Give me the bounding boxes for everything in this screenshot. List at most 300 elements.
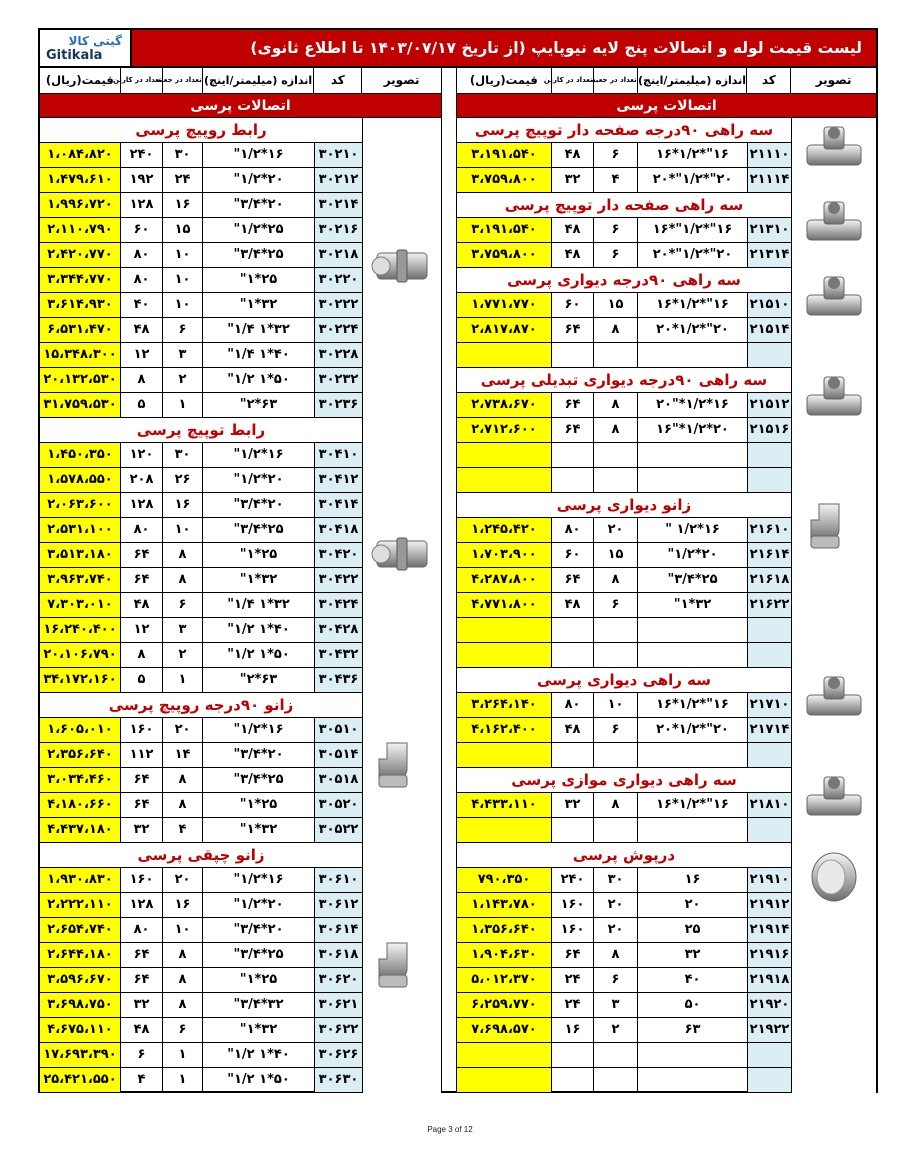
- table-row: [457, 318, 791, 343]
- product-section: [457, 368, 876, 493]
- product-image-cell: [362, 118, 441, 418]
- qty-per-carton: ۴۸: [120, 593, 162, 617]
- product-size: ۲۰"*۱/۲*۲۰: [637, 318, 747, 342]
- price-rial: ۴،۶۷۵،۱۱۰: [40, 1018, 120, 1042]
- price-rial: ۱،۷۷۱،۷۷۰: [457, 293, 551, 317]
- qty-per-carton: ۸۰: [120, 243, 162, 267]
- product-code: ۳۰۲۲۴: [314, 318, 362, 342]
- qty-per-box: ۱۰: [162, 518, 202, 542]
- table-row: [40, 1043, 362, 1068]
- qty-per-box: ۱۶: [162, 893, 202, 917]
- parallel-wall-tee-icon: [803, 771, 865, 837]
- section-title: رابط روپیچ پرسی: [40, 118, 362, 143]
- qty-per-carton: ۶۴: [551, 943, 593, 967]
- qty-per-box: ۱: [162, 1068, 202, 1092]
- product-size: ۱۶*۱/۲": [202, 443, 314, 467]
- col-code-header: کد: [746, 68, 790, 93]
- table-row: [457, 693, 791, 718]
- product-rows: [457, 193, 791, 268]
- qty-per-carton: ۴۸: [551, 243, 593, 267]
- table-row: [457, 743, 791, 768]
- female-elbow-icon: [371, 935, 433, 1001]
- price-rial: ۳،۷۵۹،۸۰۰: [457, 243, 551, 267]
- table-row: [457, 1068, 791, 1093]
- qty-per-box: ۲۴: [162, 168, 202, 192]
- product-size: ۱۶"*۱/۲*۱۶: [637, 693, 747, 717]
- qty-per-carton: ۲۴۰: [551, 868, 593, 892]
- product-size: ۳۲*۱ ۱/۴": [202, 593, 314, 617]
- product-size: ۲۵*۱": [202, 543, 314, 567]
- qty-per-carton: ۶۴: [120, 793, 162, 817]
- price-rial: ۲،۳۵۶،۶۴۰: [40, 743, 120, 767]
- price-rial: ۱۶،۲۴۰،۴۰۰: [40, 618, 120, 642]
- price-rial: ۳،۷۵۹،۸۰۰: [457, 168, 551, 192]
- product-image-cell: [362, 418, 441, 693]
- product-code: ۳۰۲۳۶: [314, 393, 362, 417]
- product-code: ۲۱۶۲۲: [747, 593, 791, 617]
- product-size: ۲۵*۱/۲": [202, 218, 314, 242]
- col-size-header: اندازه (میلیمتر/اینچ): [637, 68, 747, 93]
- product-size: ۴۰*۱ ۱/۴": [202, 343, 314, 367]
- product-code: ۳۰۶۱۲: [314, 893, 362, 917]
- product-size: ۳۲: [637, 943, 747, 967]
- product-image-cell: [791, 268, 876, 368]
- qty-per-box: ۱۵: [162, 218, 202, 242]
- product-code: [747, 643, 791, 667]
- product-size: ۴۰*۱ ۱/۲": [202, 1043, 314, 1067]
- table-row: [40, 1068, 362, 1093]
- table-row: [457, 468, 791, 493]
- product-code: [747, 443, 791, 467]
- product-code: ۳۰۴۲۸: [314, 618, 362, 642]
- price-rial: ۳،۲۶۴،۱۴۰: [457, 693, 551, 717]
- product-rows: [40, 843, 362, 1093]
- price-rial: ۱،۵۷۸،۵۵۰: [40, 468, 120, 492]
- product-code: ۳۰۴۱۰: [314, 443, 362, 467]
- product-code: ۲۱۵۱۲: [747, 393, 791, 417]
- product-size: ۵۰*۱ ۱/۲": [202, 368, 314, 392]
- price-rial: ۱،۹۰۴،۶۳۰: [457, 943, 551, 967]
- qty-per-box: ۲۰: [593, 518, 637, 542]
- price-rial: ۲۰،۱۰۶،۷۹۰: [40, 643, 120, 667]
- qty-per-box: ۴: [593, 168, 637, 192]
- product-size: ۱۶"*۱/۲*۱۶: [637, 293, 747, 317]
- qty-per-box: ۱: [162, 393, 202, 417]
- female-adapter-icon: [371, 523, 433, 589]
- table-row: [40, 918, 362, 943]
- col-box-header: تعداد در جعبه: [593, 68, 637, 93]
- product-code: ۳۰۶۱۸: [314, 943, 362, 967]
- price-rial: ۱،۴۷۹،۶۱۰: [40, 168, 120, 192]
- product-size: ۱۶*۱/۲*"۲۰: [637, 393, 747, 417]
- qty-per-box: ۳۰: [593, 868, 637, 892]
- product-code: ۳۰۶۲۱: [314, 993, 362, 1017]
- price-rial: ۲،۷۱۲،۶۰۰: [457, 418, 551, 442]
- qty-per-box: ۸: [162, 568, 202, 592]
- product-code: ۲۱۷۱۰: [747, 693, 791, 717]
- table-row: [457, 418, 791, 443]
- product-code: ۲۱۷۱۴: [747, 718, 791, 742]
- qty-per-box: ۱۴: [162, 743, 202, 767]
- qty-per-carton: ۶۴: [120, 568, 162, 592]
- qty-per-box: ۸: [593, 793, 637, 817]
- table-row: [40, 793, 362, 818]
- qty-per-box: ۳۰: [162, 143, 202, 167]
- table-row: [40, 893, 362, 918]
- qty-per-box: [593, 343, 637, 367]
- table-row: [40, 993, 362, 1018]
- product-size: ۱۶*۱/۲": [202, 868, 314, 892]
- table-row: [457, 993, 791, 1018]
- qty-per-box: ۳: [593, 993, 637, 1017]
- qty-per-carton: [551, 743, 593, 767]
- product-size: ۲۰*۱/۲*"۱۶: [637, 418, 747, 442]
- table-row: [40, 768, 362, 793]
- price-rial: ۴،۷۷۱،۸۰۰: [457, 593, 551, 617]
- table-row: [40, 868, 362, 893]
- product-section: [40, 843, 441, 1093]
- table-row: [40, 593, 362, 618]
- product-size: ۲۰"*۱/۲"*۲۰: [637, 168, 747, 192]
- qty-per-carton: ۴۸: [120, 318, 162, 342]
- product-size: ۲۰*۳/۴": [202, 193, 314, 217]
- product-rows: [457, 118, 791, 193]
- product-code: ۲۱۹۲۲: [747, 1018, 791, 1042]
- table-row: [40, 368, 362, 393]
- product-rows: [40, 693, 362, 843]
- qty-per-box: ۳: [162, 618, 202, 642]
- qty-per-box: ۸: [162, 543, 202, 567]
- col-price-header: قیمت(ریال): [45, 73, 114, 87]
- qty-per-box: ۸: [593, 568, 637, 592]
- qty-per-box: ۸: [162, 768, 202, 792]
- product-size: ۱۶*۱/۲": [202, 718, 314, 742]
- price-rial: ۱۷،۶۹۳،۳۹۰: [40, 1043, 120, 1067]
- price-rial: [457, 1068, 551, 1092]
- qty-per-box: ۳: [162, 343, 202, 367]
- table-row: [40, 543, 362, 568]
- qty-per-box: ۱۰: [162, 918, 202, 942]
- qty-per-box: ۲۰: [593, 918, 637, 942]
- plate-tee-icon: [803, 196, 865, 262]
- product-code: ۲۱۶۱۰: [747, 518, 791, 542]
- qty-per-box: ۸: [593, 393, 637, 417]
- table-row: [40, 443, 362, 468]
- product-size: ۲۵*۳/۴": [202, 943, 314, 967]
- table-row: [457, 893, 791, 918]
- price-rial: ۴،۴۳۳،۱۱۰: [457, 793, 551, 817]
- qty-per-carton: ۴۸: [551, 718, 593, 742]
- qty-per-box: ۱۵: [593, 293, 637, 317]
- table-row: [457, 343, 791, 368]
- product-size: ۲۵*۱": [202, 968, 314, 992]
- qty-per-box: [593, 443, 637, 467]
- qty-per-carton: ۸: [120, 643, 162, 667]
- product-size: [637, 468, 747, 492]
- product-image-cell: [791, 843, 876, 1093]
- table-row: [40, 968, 362, 993]
- qty-per-carton: ۸۰: [551, 518, 593, 542]
- product-section: [40, 418, 441, 693]
- product-section: [457, 768, 876, 843]
- qty-per-carton: ۱۶۰: [551, 918, 593, 942]
- product-size: ۶۳*۲": [202, 393, 314, 417]
- table-row: [457, 443, 791, 468]
- wall-tee-90-icon: [803, 271, 865, 337]
- qty-per-box: [593, 743, 637, 767]
- price-rial: ۱،۴۵۰،۳۵۰: [40, 443, 120, 467]
- price-rial: ۲۰،۱۳۲،۵۳۰: [40, 368, 120, 392]
- product-code: ۲۱۳۱۰: [747, 218, 791, 242]
- product-code: ۲۱۹۱۴: [747, 918, 791, 942]
- product-size: ۱۶"*۱/۲*۱۶: [637, 793, 747, 817]
- product-size: ۳۲*۱ ۱/۴": [202, 318, 314, 342]
- wall-reducing-tee-icon: [803, 371, 865, 437]
- product-code: ۳۰۲۱۶: [314, 218, 362, 242]
- product-image-cell: [362, 843, 441, 1093]
- qty-per-carton: ۶: [120, 1043, 162, 1067]
- table-row: [40, 518, 362, 543]
- table-row: [457, 868, 791, 893]
- qty-per-carton: ۶۴: [551, 318, 593, 342]
- product-code: ۳۰۴۲۴: [314, 593, 362, 617]
- col-price-header: قیمت(ریال): [469, 73, 538, 87]
- qty-per-box: [593, 818, 637, 842]
- column-header: [40, 68, 441, 94]
- product-code: ۲۱۵۱۰: [747, 293, 791, 317]
- qty-per-box: ۶: [162, 593, 202, 617]
- price-rial: [457, 468, 551, 492]
- qty-per-carton: ۸۰: [551, 693, 593, 717]
- right-price-panel: [456, 68, 876, 1091]
- table-row: [457, 143, 791, 168]
- product-size: [637, 643, 747, 667]
- end-cap-icon: [803, 846, 865, 912]
- qty-per-carton: ۵: [120, 393, 162, 417]
- qty-per-carton: ۱۶: [551, 1018, 593, 1042]
- product-rows: [457, 843, 791, 1093]
- product-rows: [457, 493, 791, 668]
- product-code: ۲۱۶۱۴: [747, 543, 791, 567]
- qty-per-carton: ۱۲۰: [120, 443, 162, 467]
- qty-per-carton: ۴: [120, 1068, 162, 1092]
- product-code: ۲۱۱۱۰: [747, 143, 791, 167]
- product-image-cell: [791, 368, 876, 493]
- price-rial: ۳۱،۷۵۹،۵۳۰: [40, 393, 120, 417]
- section-title: زانو ۹۰درجه روپیچ پرسی: [40, 693, 362, 718]
- qty-per-box: ۸: [162, 968, 202, 992]
- table-row: [40, 143, 362, 168]
- price-rial: ۲،۰۶۳،۶۰۰: [40, 493, 120, 517]
- price-rial: ۳،۶۹۸،۷۵۰: [40, 993, 120, 1017]
- product-code: ۳۰۲۳۲: [314, 368, 362, 392]
- product-code: ۳۰۶۲۲: [314, 1018, 362, 1042]
- product-section: [457, 843, 876, 1093]
- wall-elbow-icon: [803, 496, 865, 562]
- qty-per-carton: ۶۴: [120, 543, 162, 567]
- qty-per-carton: ۶۴: [120, 943, 162, 967]
- qty-per-box: [593, 1043, 637, 1067]
- product-code: ۲۱۹۱۲: [747, 893, 791, 917]
- price-rial: [457, 1043, 551, 1067]
- product-size: ۲۵*۳/۴": [202, 243, 314, 267]
- product-size: ۲۰*۱/۲": [202, 893, 314, 917]
- product-size: ۱۶: [637, 868, 747, 892]
- qty-per-carton: ۱۶۰: [120, 718, 162, 742]
- qty-per-box: ۱۵: [593, 543, 637, 567]
- price-rial: ۶،۵۳۱،۴۷۰: [40, 318, 120, 342]
- price-rial: [457, 818, 551, 842]
- table-row: [457, 793, 791, 818]
- qty-per-box: ۴: [162, 818, 202, 842]
- product-code: ۳۰۵۱۰: [314, 718, 362, 742]
- product-code: ۳۰۲۱۲: [314, 168, 362, 192]
- product-code: ۳۰۴۱۸: [314, 518, 362, 542]
- qty-per-carton: ۱۲۸: [120, 193, 162, 217]
- table-row: [40, 1018, 362, 1043]
- table-row: [457, 568, 791, 593]
- price-rial: [457, 743, 551, 767]
- product-size: ۱۶"*۱/۲*۱۶: [637, 143, 747, 167]
- table-row: [457, 643, 791, 668]
- table-row: [457, 218, 791, 243]
- qty-per-carton: ۴۸: [551, 593, 593, 617]
- product-code: ۲۱۵۱۴: [747, 318, 791, 342]
- product-section: [457, 118, 876, 193]
- page-title: لیست قیمت لوله و اتصالات پنج لایه نیوپایپ (از تاریخ ۱۴۰۳/۰۷/۱۷ تا اطلاع ثانوی): [132, 30, 876, 66]
- col-image-header: تصویر: [790, 68, 876, 93]
- product-code: ۳۰۲۱۸: [314, 243, 362, 267]
- product-size: ۲۵*۱": [202, 793, 314, 817]
- price-rial: ۲،۶۴۴،۱۸۰: [40, 943, 120, 967]
- table-row: [40, 743, 362, 768]
- male-elbow-icon: [371, 735, 433, 801]
- product-size: [637, 818, 747, 842]
- table-row: [40, 718, 362, 743]
- qty-per-carton: ۳۲: [551, 793, 593, 817]
- qty-per-carton: ۱۹۲: [120, 168, 162, 192]
- product-code: ۳۰۵۱۴: [314, 743, 362, 767]
- qty-per-box: ۶: [593, 243, 637, 267]
- section-title: سه راهی ۹۰درجه دیواری تبدیلی پرسی: [457, 368, 791, 393]
- product-image-cell: [791, 193, 876, 268]
- product-code: ۳۰۲۲۸: [314, 343, 362, 367]
- product-code: [747, 1043, 791, 1067]
- product-code: ۳۰۴۱۲: [314, 468, 362, 492]
- left-price-panel: [40, 68, 442, 1091]
- qty-per-box: ۸: [593, 943, 637, 967]
- price-rial: ۱،۷۰۳،۹۰۰: [457, 543, 551, 567]
- col-carton-header: تعداد در کارتن: [551, 68, 593, 93]
- product-size: ۵۰*۱ ۱/۲": [202, 643, 314, 667]
- section-title: سه راهی دیواری موازی پرسی: [457, 768, 791, 793]
- table-row: [40, 943, 362, 968]
- col-code-header: کد: [313, 68, 361, 93]
- qty-per-carton: ۶۴: [551, 418, 593, 442]
- product-size: ۴۰*۱ ۱/۲": [202, 618, 314, 642]
- qty-per-carton: ۳۲: [551, 168, 593, 192]
- qty-per-box: [593, 643, 637, 667]
- product-code: [747, 343, 791, 367]
- product-code: ۳۰۵۲۲: [314, 818, 362, 842]
- table-row: [40, 643, 362, 668]
- product-section: [457, 668, 876, 768]
- table-row: [457, 818, 791, 843]
- product-size: ۳۲*۱": [202, 568, 314, 592]
- product-rows: [457, 668, 791, 768]
- price-rial: ۲۵،۴۲۱،۵۵۰: [40, 1068, 120, 1092]
- qty-per-carton: ۲۴: [551, 993, 593, 1017]
- qty-per-box: ۱: [162, 1043, 202, 1067]
- product-image-cell: [791, 118, 876, 193]
- table-row: [40, 393, 362, 418]
- qty-per-carton: [551, 1068, 593, 1092]
- product-size: ۶۳*۲": [202, 668, 314, 692]
- product-size: [637, 443, 747, 467]
- table-row: [457, 1043, 791, 1068]
- logo-text-en: Gitikala: [46, 48, 103, 63]
- price-rial: ۲،۷۳۸،۶۷۰: [457, 393, 551, 417]
- price-rial: ۲،۲۲۲،۱۱۰: [40, 893, 120, 917]
- product-rows: [40, 418, 362, 693]
- qty-per-carton: ۳۲: [120, 818, 162, 842]
- product-size: ۲۰"*۱/۲*۲۰: [637, 718, 747, 742]
- price-rial: [457, 443, 551, 467]
- qty-per-box: ۲۰: [162, 868, 202, 892]
- price-rial: ۳،۱۹۱،۵۴۰: [457, 218, 551, 242]
- table-row: [457, 968, 791, 993]
- product-size: ۲۰*۳/۴": [202, 743, 314, 767]
- table-row: [40, 268, 362, 293]
- product-code: ۳۰۵۱۸: [314, 768, 362, 792]
- price-rial: ۴،۱۸۰،۶۶۰: [40, 793, 120, 817]
- product-size: [637, 343, 747, 367]
- qty-per-carton: ۶۴: [120, 768, 162, 792]
- qty-per-box: ۱۰: [162, 293, 202, 317]
- price-rial: ۱،۲۴۵،۴۲۰: [457, 518, 551, 542]
- product-code: ۳۰۶۲۰: [314, 968, 362, 992]
- product-code: ۳۰۴۱۴: [314, 493, 362, 517]
- product-code: [747, 468, 791, 492]
- product-section: [40, 693, 441, 843]
- price-rial: ۱،۹۳۰،۸۳۰: [40, 868, 120, 892]
- qty-per-carton: ۳۲: [120, 993, 162, 1017]
- product-size: ۲۵*۱": [202, 268, 314, 292]
- product-size: ۲۰"*۱/۲"*۲۰: [637, 243, 747, 267]
- column-header: [457, 68, 876, 94]
- qty-per-box: ۱۰: [593, 693, 637, 717]
- qty-per-carton: [551, 468, 593, 492]
- price-rial: ۴،۲۸۷،۸۰۰: [457, 568, 551, 592]
- section-title: رابط توپیچ پرسی: [40, 418, 362, 443]
- qty-per-carton: ۶۰: [551, 543, 593, 567]
- table-row: [457, 718, 791, 743]
- qty-per-box: ۶: [162, 1018, 202, 1042]
- product-size: ۳۲*۱": [202, 818, 314, 842]
- product-code: ۲۱۹۱۶: [747, 943, 791, 967]
- product-size: ۲۵*۳/۴": [202, 518, 314, 542]
- price-rial: [457, 618, 551, 642]
- table-row: [457, 618, 791, 643]
- product-size: [637, 743, 747, 767]
- product-code: ۲۱۹۱۸: [747, 968, 791, 992]
- product-section: [40, 118, 441, 418]
- qty-per-box: ۱۰: [162, 268, 202, 292]
- product-code: ۳۰۴۳۲: [314, 643, 362, 667]
- left-sections: [40, 118, 441, 1093]
- qty-per-carton: ۱۶۰: [551, 893, 593, 917]
- product-code: ۳۰۵۲۰: [314, 793, 362, 817]
